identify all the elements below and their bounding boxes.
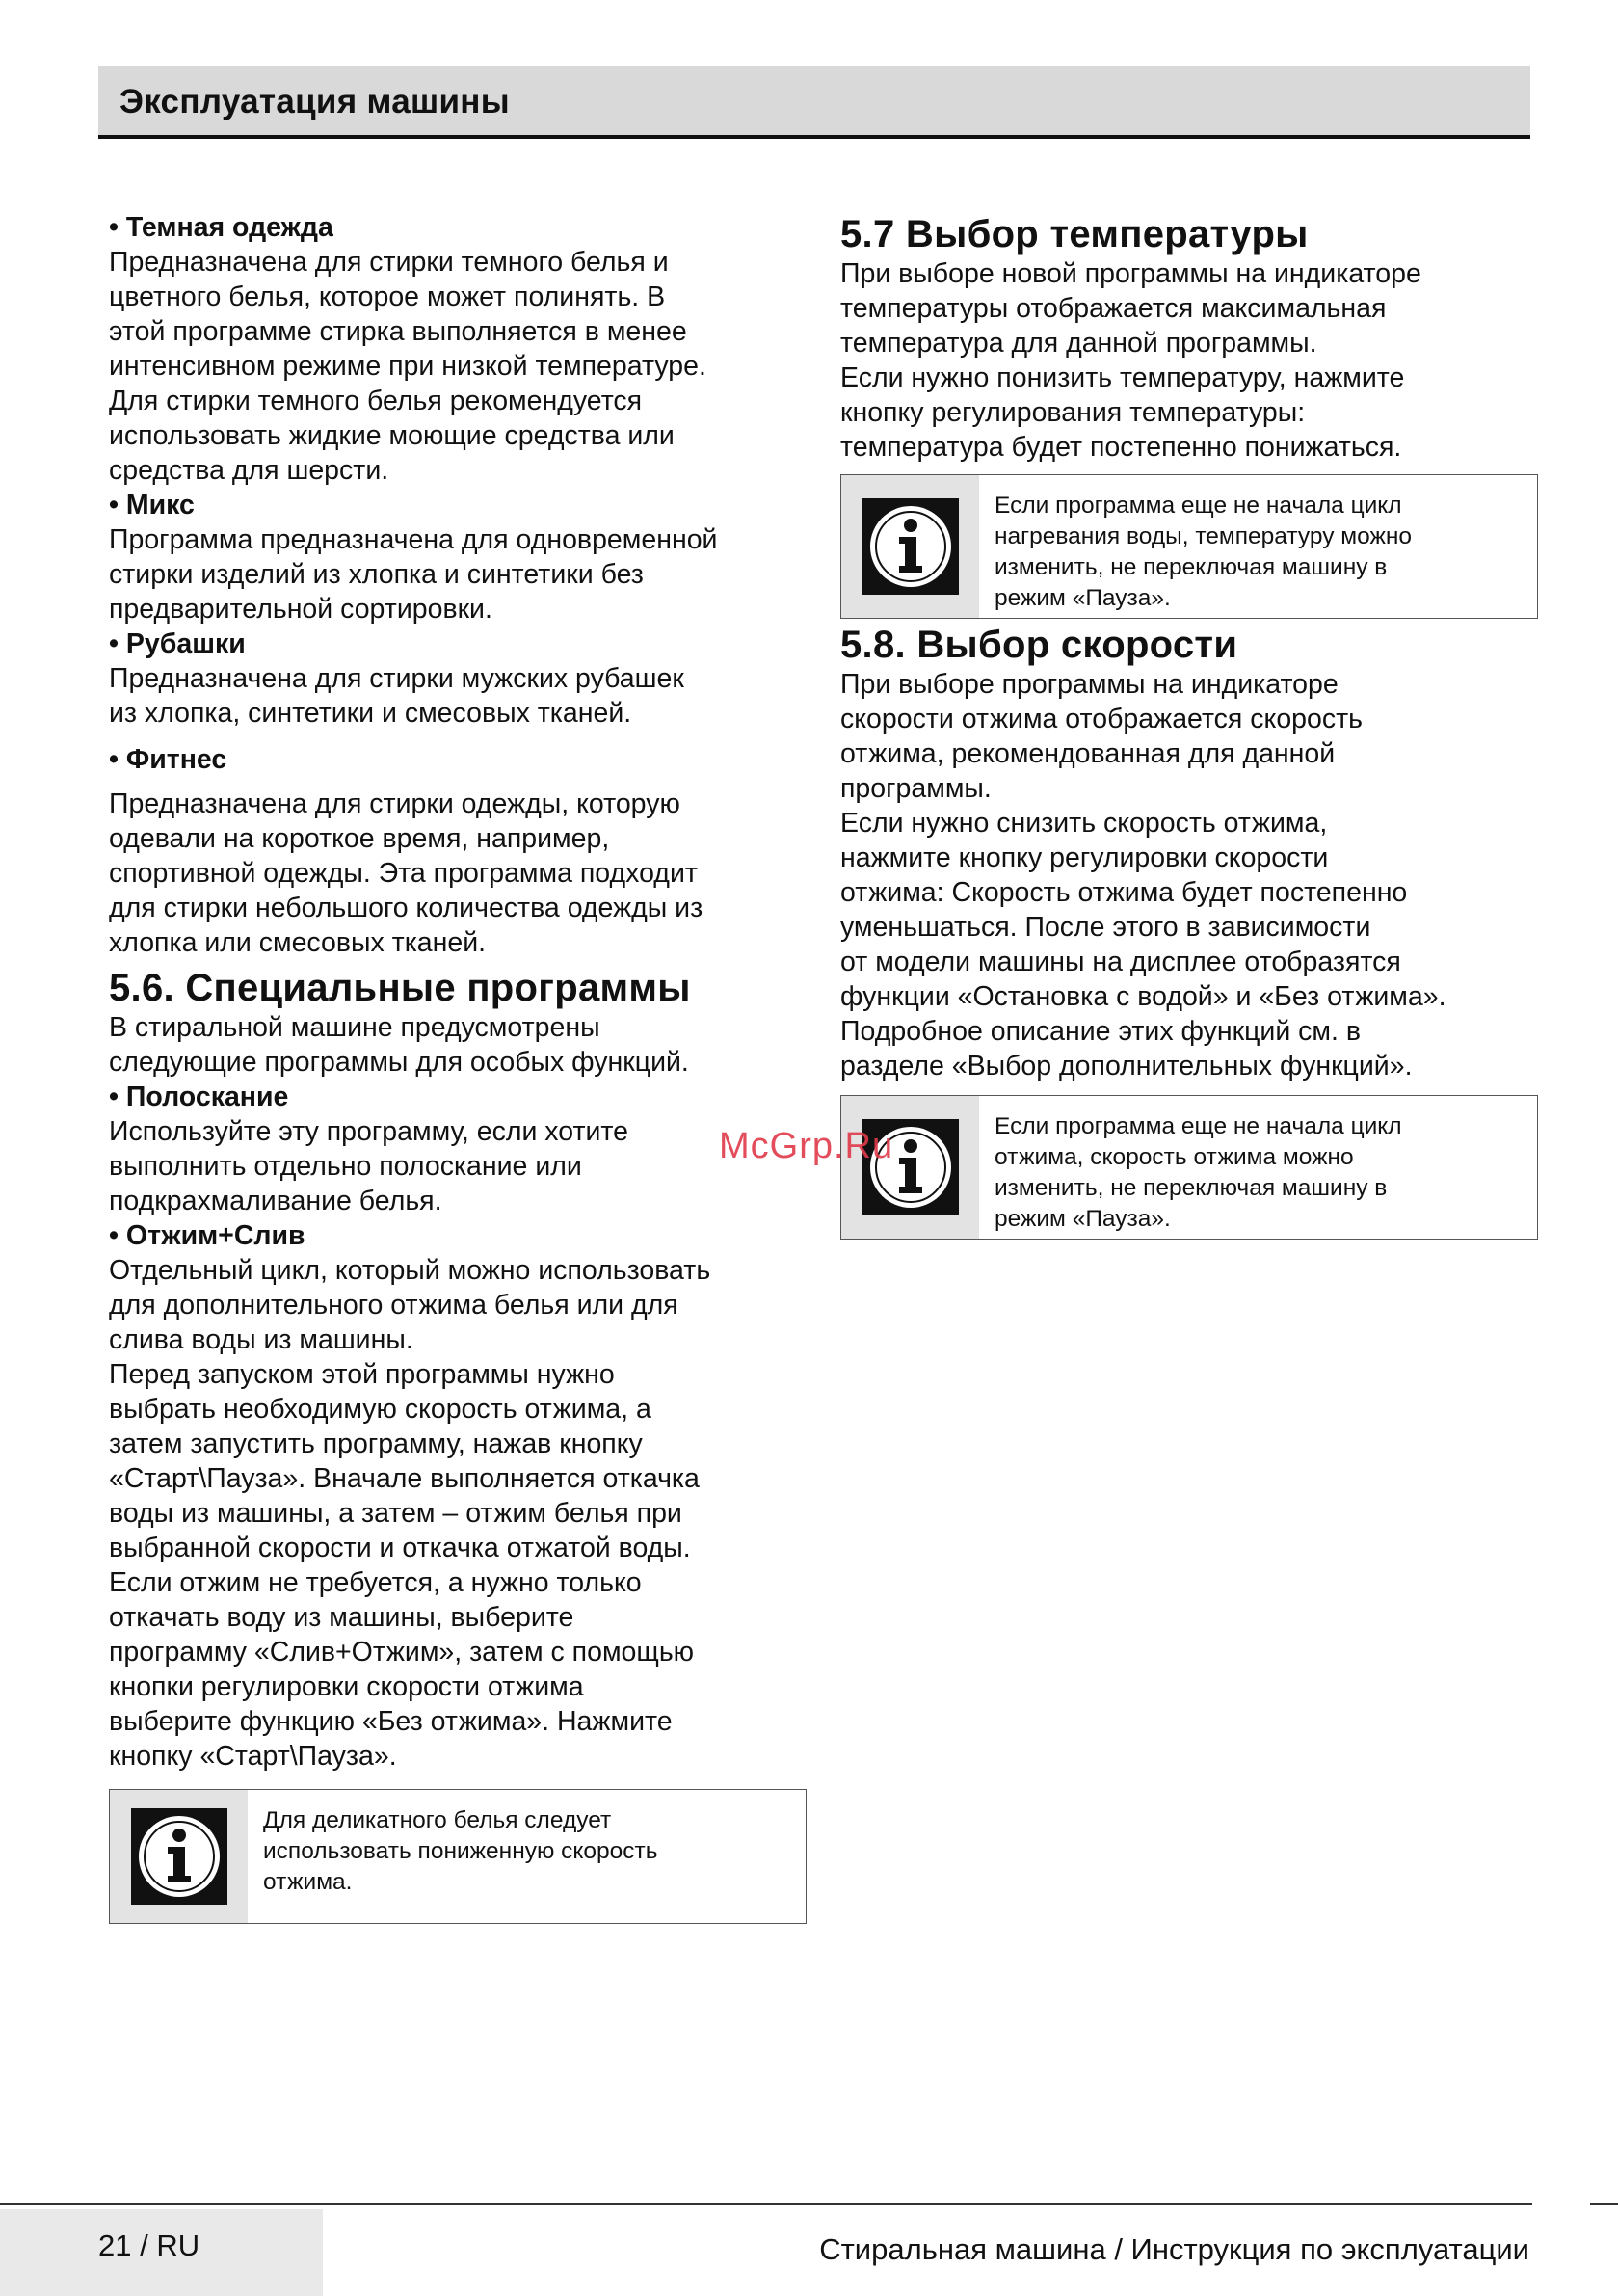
text-5-8: При выборе программы на индикаторе скорости отжима отображается скорость отжима, рекомендованная для данной программы. Если нужно снизить скорость отжима, нажмите кнопку регулировки скорости отжима: Скорость отжима будет постепенно уменьшаться. После этого в зависимости от модели машины на дисплее отобразятся функции «Остановка с водой» и «Без отжима». Подробное описание этих функций см. в разделе «Выбор дополнительных функций».: [840, 669, 1446, 1081]
note-spin-speed: [840, 1095, 1538, 1240]
note-icon-cell: [841, 475, 979, 618]
note-delicate-text: Для деликатного белья следует использовать пониженную скорость отжима.: [263, 1807, 658, 1895]
bullet-mix: • Микс: [109, 490, 195, 521]
right-column: [840, 212, 1539, 1240]
footer-divider-right: [1590, 2203, 1618, 2205]
watermark: McGrp.Ru: [719, 1126, 894, 1166]
footer-document-title: Стиральная машина / Инструкция по эксплуатации: [819, 2232, 1529, 2266]
text-dark-clothes: Предназначена для стирки темного белья и цветного белья, которое может полинять. В этой программе стирка выполняется в менее интенсивном режиме при низкой температуре. Для стирки темного белья рекомендуется использовать жидкие моющие средства или средства для шерсти.: [109, 247, 706, 486]
note-icon-cell: [841, 1096, 979, 1239]
header-title: Эксплуатация машины: [119, 83, 510, 120]
bullet-dark-clothes: • Темная одежда: [109, 212, 333, 243]
left-column: [109, 210, 808, 1924]
note-spin-speed-text: Если программа еще не начала цикл отжима, скорость отжима можно изменить, не переключая машину в режим «Пауза».: [995, 1113, 1402, 1232]
note-delicate: [109, 1789, 807, 1924]
page-header: [98, 66, 1530, 139]
note-temperature: [840, 474, 1538, 619]
text-shirts: Предназначена для стирки мужских рубашек из хлопка, синтетики и смесовых тканей.: [109, 663, 684, 729]
info-icon: [131, 1808, 227, 1905]
heading-5-7: 5.7 Выбор температуры: [840, 213, 1309, 255]
text-fitness: Предназначена для стирки одежды, которую одевали на короткое время, например, спортивной одежды. Эта программа подходит для стирки небольшого количества одежды из хлопка или смесовых тканей.: [109, 788, 703, 958]
heading-5-6: 5.6. Специальные программы: [109, 967, 691, 1009]
page-number: 21 / RU: [98, 2229, 200, 2262]
bullet-fitness: • Фитнес: [109, 744, 227, 775]
info-icon: [862, 498, 959, 595]
text-mix: Программа предназначена для одновременной стирки изделий из хлопка и синтетики без предварительной сортировки.: [109, 524, 718, 625]
footer-divider: [0, 2203, 1532, 2205]
heading-5-8: 5.8. Выбор скорости: [840, 624, 1238, 666]
bullet-shirts: • Рубашки: [109, 628, 246, 659]
text-rinse: Используйте эту программу, если хотите выполнить отдельно полоскание или подкрахмаливание белья.: [109, 1116, 628, 1216]
text-5-7: При выборе новой программы на индикаторе температуры отображается максимальная температура для данной программы. Если нужно понизить температуру, нажмите кнопку регулирования температуры: температура будет постепенно понижаться.: [840, 258, 1421, 463]
bullet-rinse: • Полоскание: [109, 1081, 289, 1112]
note-temperature-text: Если программа еще не начала цикл нагревания воды, температуру можно изменить, не переключая машину в режим «Пауза».: [995, 493, 1412, 611]
text-spin-drain: Отдельный цикл, который можно использовать для дополнительного отжима белья или для слива воды из машины. Перед запуском этой программы нужно выбрать необходимую скорость отжима, а затем запустить программу, нажав кнопку «Старт\Пауза». Вначале выполняется откачка воды из машины, а затем – отжим белья при выбранной скорости и откачка отжатой воды. Если отжим не требуется, а нужно только откачать воду из машины, выберите программу «Слив+Отжим», затем с помощью кнопки регулировки скорости отжима выберите функцию «Без отжима». Нажмите кнопку «Старт\Пауза».: [109, 1255, 711, 1772]
text-5-6-intro: В стиральной машине предусмотрены следующие программы для особых функций.: [109, 1012, 689, 1078]
footer-page-box: [0, 2209, 323, 2296]
bullet-spin-drain: • Отжим+Слив: [109, 1220, 305, 1251]
note-icon-cell: [110, 1790, 248, 1923]
